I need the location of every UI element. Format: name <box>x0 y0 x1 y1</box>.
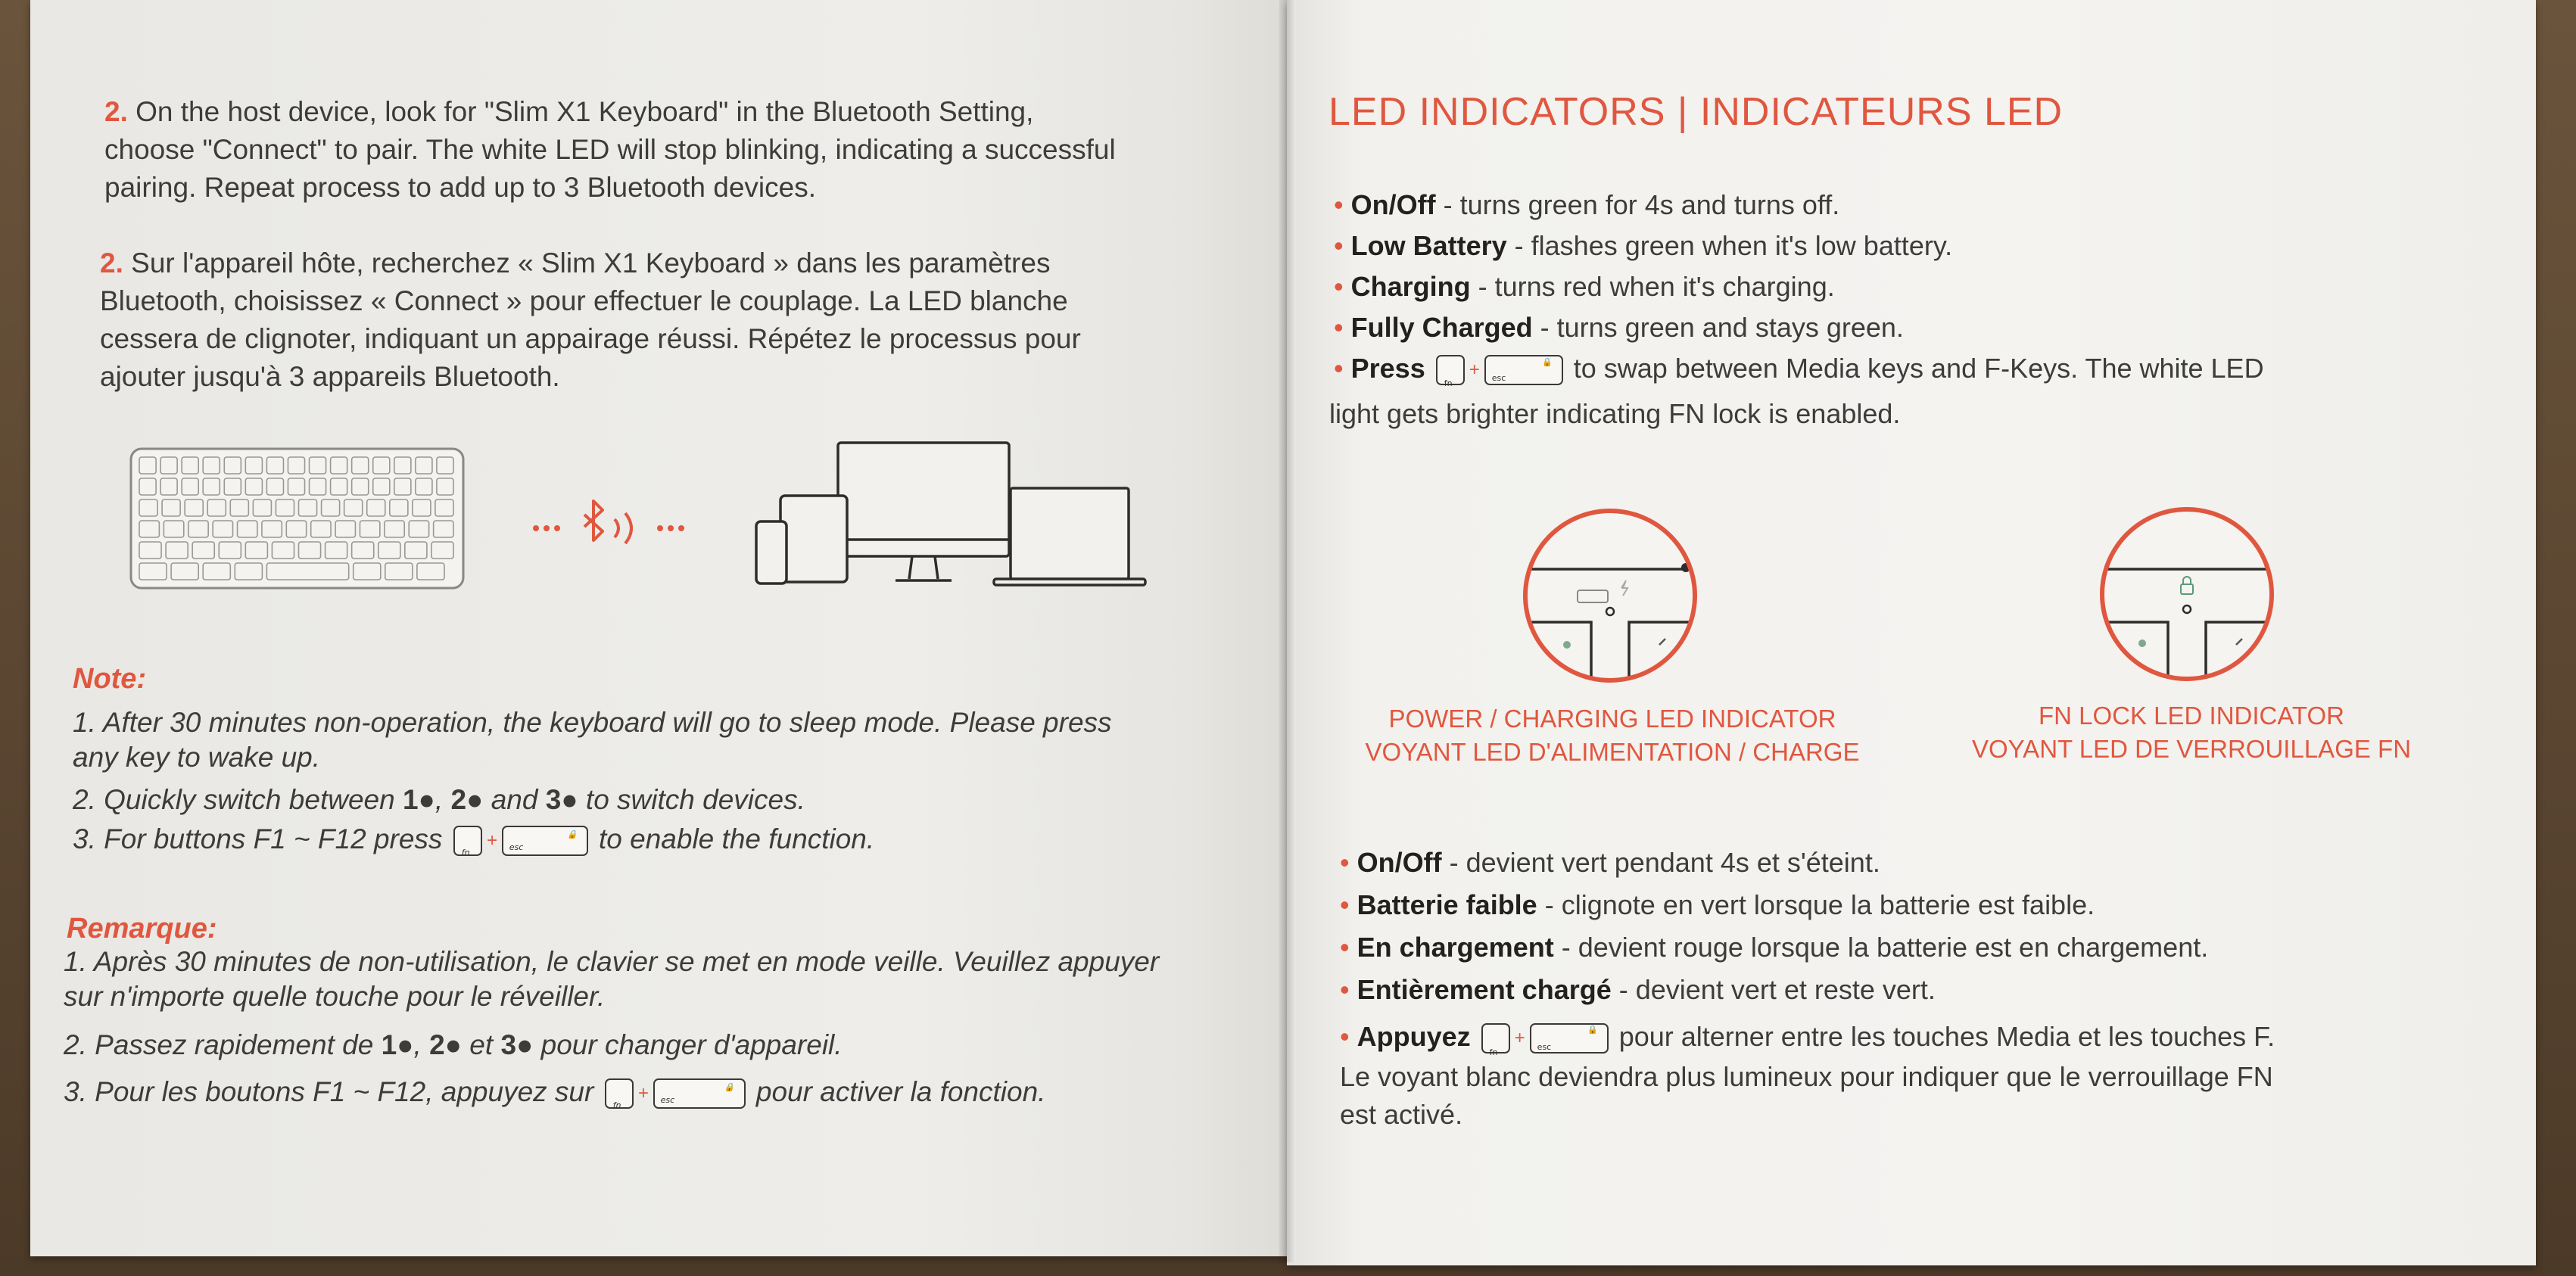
page-title: LED INDICATORS | INDICATEURS LED <box>1328 90 2064 134</box>
note-list <box>73 704 1112 860</box>
remarque-list <box>64 943 1159 1113</box>
fn-key-icon: fn <box>605 1078 634 1109</box>
fn-key-icon: fn <box>1481 1023 1510 1053</box>
bullet-item: • Entièrement chargé - devient vert et reste vert. <box>1340 974 1936 1005</box>
step-fr-line: cessera de clignoter, indiquant un appairage réussi. Répétez le processus pour <box>100 323 1081 354</box>
bullet-item: • Low Battery - flashes green when it's low battery. <box>1334 230 1953 261</box>
bullet-item: • Batterie faible - clignote en vert lorsque la batterie est faible. <box>1340 889 2095 920</box>
esc-lock-key-icon: esc 🔒 <box>1530 1023 1609 1053</box>
device-key-2: 2● <box>450 784 484 815</box>
bullet-item: • Fully Charged - turns green and stays green. <box>1334 312 1904 343</box>
step-number: 2. <box>104 96 128 127</box>
device-key-3: 3● <box>500 1029 534 1060</box>
remarque-item: 3. Pour les boutons F1 ~ F12, appuyez sur fn + esc 🔒 pour activer la fonction. <box>64 1076 1046 1111</box>
step-en <box>104 93 1195 207</box>
device-key-3: 3● <box>545 784 578 815</box>
note-item: 3. For buttons F1 ~ F12 press fn + esc 🔒 to enable the function. <box>73 823 875 858</box>
bullet-item: • On/Off - turns green for 4s and turns off. <box>1334 189 1840 220</box>
esc-lock-key-icon: esc 🔒 <box>1484 355 1563 385</box>
bullet-continuation: Le voyant blanc deviendra plus lumineux pour indiquer que le verrouillage FN <box>1340 1061 2273 1093</box>
bullet-item: • On/Off - devient vert pendant 4s et s'éteint. <box>1340 847 1880 878</box>
step-fr-line: Sur l'appareil hôte, recherchez « Slim X1 Keyboard » dans les paramètres <box>131 247 1051 279</box>
step-fr-line: ajouter jusqu'à 3 appareils Bluetooth. <box>100 361 560 392</box>
note-item: 2. Quickly switch between 1●, 2● and 3● to switch devices. <box>73 784 805 815</box>
bullet-continuation: est activé. <box>1340 1099 1463 1131</box>
step-en-line: On the host device, look for "Slim X1 Keyboard" in the Bluetooth Setting, <box>135 96 1034 127</box>
remarque-item: sur n'importe quelle touche pour le réveiller. <box>64 981 606 1012</box>
remarque-item: 1. Après 30 minutes de non-utilisation, le clavier se met en mode veille. Veuillez appuyer <box>64 946 1160 977</box>
caption-fr: VOYANT LED DE VERROUILLAGE FN <box>1971 735 2412 763</box>
note-item: 1. After 30 minutes non-operation, the keyboard will go to sleep mode. Please press <box>73 707 1112 738</box>
power-led-diagram <box>1515 501 1705 690</box>
fn-key-icon: fn <box>1436 355 1465 385</box>
step-number: 2. <box>100 247 123 279</box>
step-fr-line: Bluetooth, choisissez « Connect » pour effectuer le couplage. La LED blanche <box>100 285 1068 316</box>
bullet-continuation: light gets brighter indicating FN lock is enabled. <box>1329 398 1901 430</box>
remarque-item: 2. Passez rapidement de 1●, 2● et 3● pour changer d'appareil. <box>64 1029 843 1060</box>
step-en-line: pairing. Repeat process to add up to 3 Bluetooth devices. <box>104 172 816 203</box>
bluetooth-icon <box>530 492 696 560</box>
bullet-item: • Press fn + esc 🔒 to swap between Media keys and F-Keys. The white LED <box>1334 353 2264 389</box>
led-bullets-en <box>1329 185 2264 434</box>
esc-lock-key-icon: esc 🔒 <box>502 826 588 856</box>
step-fr <box>100 244 1190 396</box>
remarque-heading: Remarque: <box>67 913 217 945</box>
page-gutter <box>1279 0 1296 1262</box>
note-heading: Note: <box>73 663 147 695</box>
esc-lock-key-icon: esc 🔒 <box>653 1078 746 1109</box>
device-key-1: 1● <box>402 784 435 815</box>
bullet-item: • En chargement - devient rouge lorsque la batterie est en chargement. <box>1340 932 2209 963</box>
device-key-1: 1● <box>381 1029 414 1060</box>
devices-illustration <box>753 435 1147 594</box>
note-item: any key to wake up. <box>73 742 321 773</box>
caption-en: POWER / CHARGING LED INDICATOR <box>1388 705 1836 733</box>
power-led-caption <box>1347 702 1877 769</box>
led-bullets-fr <box>1340 842 2275 1134</box>
bullet-item: • Charging - turns red when it's charging. <box>1334 271 1835 302</box>
caption-en: FN LOCK LED INDICATOR <box>2038 702 2344 730</box>
keyboard-illustration <box>129 447 466 590</box>
fn-lock-led-caption <box>1923 699 2460 766</box>
device-key-2: 2● <box>429 1029 463 1060</box>
caption-fr: VOYANT LED D'ALIMENTATION / CHARGE <box>1365 738 1860 766</box>
step-en-line: choose "Connect" to pair. The white LED will stop blinking, indicating a successful <box>104 134 1116 165</box>
fn-lock-led-diagram <box>2092 500 2282 689</box>
bullet-item: • Appuyez fn + esc 🔒 pour alterner entre les touches Media et les touches F. <box>1340 1021 2275 1058</box>
fn-key-icon: fn <box>453 826 482 856</box>
